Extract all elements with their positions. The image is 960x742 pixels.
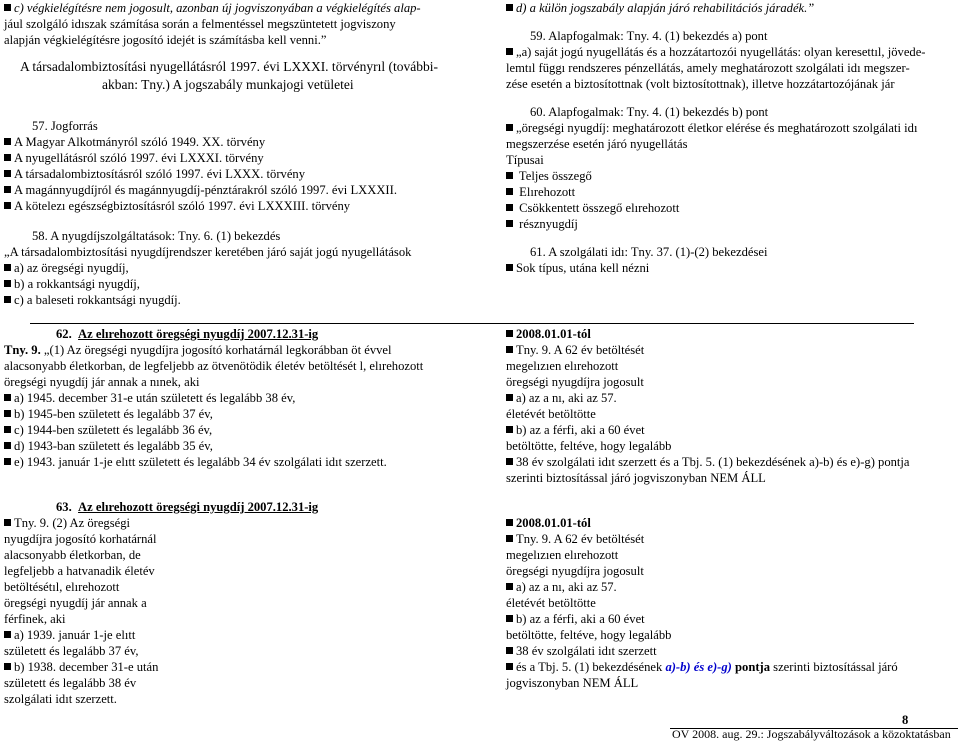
s57-item-2: A nyugellátásról szóló 1997. évi LXXXI. törvény	[4, 150, 474, 166]
s63-right-last-line-2: jogviszonyban NEM ÁLL	[506, 676, 639, 690]
s57-item-1: A Magyar Alkotmányról szóló 1949. XX. törvény	[4, 134, 474, 150]
bullet-icon	[4, 663, 11, 670]
bullet-icon	[4, 394, 11, 401]
s57-item-5: A kötelezı egészségbiztosításról szóló 1997. évi LXXXIII. törvény	[4, 198, 474, 214]
footer-text: OV 2008. aug. 29.: Jogszabályváltozások a közoktatásban	[672, 727, 951, 741]
bullet-icon	[506, 48, 513, 55]
top-left-column	[4, 0, 474, 308]
intro-line-1: c) végkielégítésre nem jogosult, azonban új jogviszonyában a végkielégítés alap-	[4, 0, 474, 16]
section-63-title: 63. Az elırehozott öregségi nyugdíj 2007.12.31-ig	[56, 500, 319, 514]
bullet-icon	[506, 647, 513, 654]
s63-left-line-5: betöltésétıl, elırehozott	[4, 580, 120, 594]
section-58-title: 58. A nyugdíjszolgáltatások: Tny. 6. (1) bekezdés	[32, 229, 281, 243]
s63-right-column	[506, 515, 958, 691]
s60-type-4: résznyugdíj	[506, 216, 958, 232]
bullet-icon	[506, 330, 513, 337]
bullet-icon	[4, 296, 11, 303]
s62-right-lines	[506, 342, 958, 486]
s62-right-line-8: 38 év szolgálati idıt szerzett és a Tbj. 5. (1) bekezdésének a)-b) és e)-g) pontja	[506, 454, 958, 470]
s62-right-line-2: megelızıen elırehozott	[506, 359, 619, 373]
bullet-icon	[506, 535, 513, 542]
s62-right-line-1: Tny. 9. A 62 év betöltését	[506, 342, 958, 358]
s62-left-line-3: öregségi nyugdíj jár annak a nınek, aki	[4, 375, 200, 389]
bullet-icon	[506, 124, 513, 131]
bullet-icon	[4, 186, 11, 193]
s62-right-line-6: b) az a férfi, aki a 60 évet	[506, 422, 958, 438]
bullet-icon	[506, 583, 513, 590]
s63-left-line-10: b) 1938. december 31-e után	[4, 659, 304, 675]
bullet-icon	[4, 458, 11, 465]
s63-right-line-5: életévét betöltötte	[506, 596, 596, 610]
s62-right-column	[506, 326, 958, 486]
s63-left-line-7: férfinek, aki	[4, 612, 66, 626]
s63-right-line-3: öregségi nyugdíjra jogosult	[506, 564, 644, 578]
section-61-title: 61. A szolgálati idı: Tny. 37. (1)-(2) bekezdései	[530, 245, 768, 259]
s62-right-line-7: betöltötte, feltéve, hogy legalább	[506, 439, 672, 453]
s60-type-2: Elırehozott	[506, 184, 958, 200]
bullet-icon	[506, 220, 513, 227]
bullet-icon	[4, 202, 11, 209]
s62-right-line-5: életévét betöltötte	[506, 407, 596, 421]
s63-right-line-1: Tny. 9. A 62 év betöltését	[506, 531, 958, 547]
s63-right-line-4: a) az a nı, aki az 57.	[506, 579, 958, 595]
bullet-icon	[4, 264, 11, 271]
s62-item-e: e) 1943. január 1-je elıtt született és legalább 34 év szolgálati idıt szerzett.	[4, 454, 474, 470]
bullet-icon	[506, 4, 513, 11]
s59-line-2: lemtıl függı rendszeres pénzellátás, amely meghatározott szolgálati idı megszer-	[506, 61, 910, 75]
bullet-icon	[4, 4, 11, 11]
bullet-icon	[4, 410, 11, 417]
s58-item-b: b) a rokkantsági nyugdíj,	[4, 276, 474, 292]
s60-type-1: Teljes összegő	[506, 168, 958, 184]
bullet-icon	[506, 458, 513, 465]
s63-left-line-3: alacsonyabb életkorban, de	[4, 548, 141, 562]
s63-left-line-11: született és legalább 38 év	[4, 676, 137, 690]
s59-line-3: zése esetén a biztosítottnak (volt biztosítottnak), illetve hozzátartozójának jár	[506, 77, 895, 91]
s60-types-label: Típusai	[506, 153, 544, 167]
s62-item-d: d) 1943-ban született és legalább 35 év,	[4, 438, 474, 454]
bullet-icon	[4, 154, 11, 161]
top-right-column	[506, 0, 958, 276]
s58-quote: „A társadalombiztosítási nyugdíjrendszer keretében járó saját jogú nyugellátások	[4, 245, 412, 259]
s63-left-line-8: a) 1939. január 1-je elıtt	[4, 627, 304, 643]
bullet-icon	[506, 519, 513, 526]
bullet-icon	[506, 172, 513, 179]
s63-right-last-line: és a Tbj. 5. (1) bekezdésének a)-b) és e)-g) pontja szerinti biztosítással járó	[506, 659, 958, 675]
s63-left-line-6: öregségi nyugdíj jár annak a	[4, 596, 147, 610]
s57-item-4: A magánnyugdíjról és magánnyugdíj-pénztárakról szóló 1997. évi LXXXII.	[4, 182, 474, 198]
s63-left-column	[4, 515, 304, 707]
s60-line-2: megszerzése esetén járó nyugellátás	[506, 137, 688, 151]
s62-left-column	[4, 342, 474, 470]
bullet-icon	[4, 280, 11, 287]
s63-right-line-2: megelızıen elırehozott	[506, 548, 619, 562]
s60-line-1: „öregségi nyugdíj: meghatározott életkor elérése és meghatározott szolgálati idı	[506, 120, 958, 136]
s63-right-line-8: 38 év szolgálati idıt szerzett	[506, 643, 958, 659]
s63-left-line-4: legfeljebb a hatvanadik életév	[4, 564, 155, 578]
s62-item-b: b) 1945-ben született és legalább 37 év,	[4, 406, 474, 422]
s63-right-line-6: b) az a férfi, aki a 60 évet	[506, 611, 958, 627]
bullet-icon	[506, 394, 513, 401]
s58-item-c: c) a baleseti rokkantsági nyugdíj.	[4, 292, 474, 308]
s63-left-line-2: nyugdíjra jogosító korhatárnál	[4, 532, 157, 546]
bullet-icon	[506, 204, 513, 211]
s63-right-lines	[506, 531, 958, 659]
intro-line-3: alapján végkielégítésre jogosító idejét is számításba kell venni.”	[4, 33, 327, 47]
s63-left-line-12: szolgálati idıt szerzett.	[4, 692, 117, 706]
s62-left-line-1: Tny. 9. „(1) Az öregségi nyugdíjra jogosító korhatárnál legkorábban öt évvel	[4, 343, 392, 357]
main-heading-line-2: akban: Tny.) A jogszabály munkajogi vetületei	[102, 77, 354, 92]
s62-item-c: c) 1944-ben született és legalább 36 év,	[4, 422, 474, 438]
s63-left-lines	[4, 515, 304, 707]
bullet-icon	[4, 442, 11, 449]
section-62-rule	[30, 323, 914, 324]
bullet-icon	[4, 138, 11, 145]
s62-right-title: 2008.01.01-tól	[506, 326, 958, 342]
section-57-title: 57. Jogforrás	[32, 119, 98, 133]
bullet-icon	[506, 264, 513, 271]
bullet-icon	[506, 346, 513, 353]
s63-right-line-7: betöltötte, feltéve, hogy legalább	[506, 628, 672, 642]
s63-right-title: 2008.01.01-tól	[506, 515, 958, 531]
bullet-icon	[506, 188, 513, 195]
s60-type-3: Csökkentett összegő elırehozott	[506, 200, 958, 216]
bullet-icon	[506, 663, 513, 670]
bullet-icon	[506, 426, 513, 433]
main-heading-line-1: A társadalombiztosítási nyugellátásról 1997. évi LXXXI. törvényrıl (további-	[20, 59, 439, 74]
s63-left-line-1: Tny. 9. (2) Az öregségi	[4, 515, 304, 531]
s62-left-line-2: alacsonyabb életkorban, de legfeljebb az ötvenötödik életév betöltését l, elırehozott	[4, 359, 424, 373]
bullet-icon	[506, 615, 513, 622]
s62-item-a: a) 1945. december 31-e után született és legalább 38 év,	[4, 390, 474, 406]
s59-line-1: „a) saját jogú nyugellátás és a hozzátartozói nyugellátás: olyan keresettıl, jövede-	[506, 44, 958, 60]
intro-line-2: jául szolgáló idıszak számítása során a felmentéssel megszüntetett jogviszony	[4, 17, 396, 31]
bullet-icon	[4, 426, 11, 433]
page-number: 8	[902, 713, 909, 727]
s62-right-line-3: öregségi nyugdíjra jogosult	[506, 375, 644, 389]
section-59-title: 59. Alapfogalmak: Tny. 4. (1) bekezdés a) pont	[530, 29, 768, 43]
section-62-title: 62. Az elırehozott öregségi nyugdíj 2007.12.31-ig	[56, 327, 319, 341]
bullet-icon	[4, 170, 11, 177]
bullet-icon	[4, 519, 11, 526]
s61-item: Sok típus, utána kell nézni	[506, 260, 958, 276]
s57-item-3: A társadalombiztosításról szóló 1997. évi LXXX. törvény	[4, 166, 474, 182]
section-60-title: 60. Alapfogalmak: Tny. 4. (1) bekezdés b) pont	[530, 105, 769, 119]
s58-item-a: a) az öregségi nyugdíj,	[4, 260, 474, 276]
s63-left-line-9: született és legalább 37 év,	[4, 644, 139, 658]
s62-right-line-9: szerinti biztosítással járó jogviszonyban NEM ÁLL	[506, 471, 766, 485]
s62-right-line-4: a) az a nı, aki az 57.	[506, 390, 958, 406]
bullet-icon	[4, 631, 11, 638]
rehab-item: d) a külön jogszabály alapján járó rehabilitációs járadék.”	[506, 0, 958, 16]
